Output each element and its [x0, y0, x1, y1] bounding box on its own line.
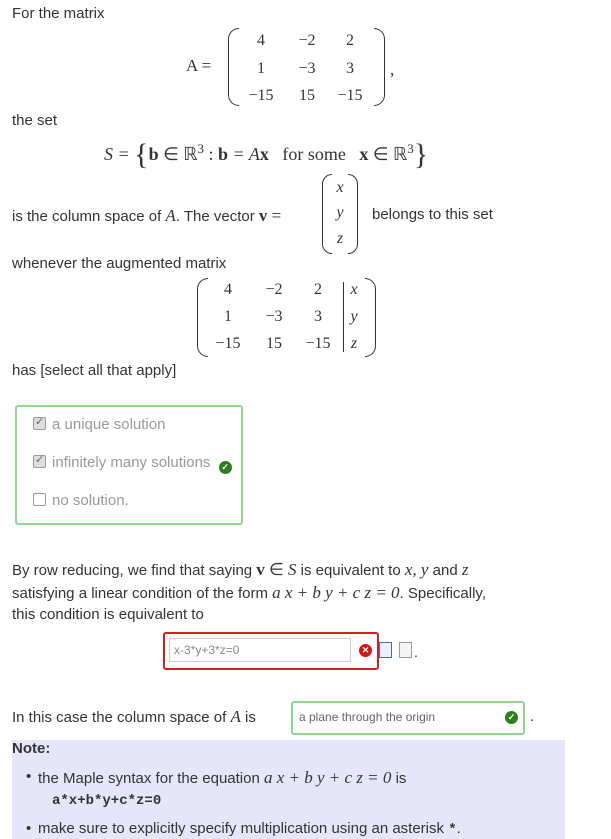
augmented-cell: −2 — [265, 281, 283, 298]
colspace-text2: . The vector — [175, 208, 255, 225]
vector-entry: x — [336, 179, 344, 196]
rr-v: v — [256, 560, 265, 579]
vector-v: v — [258, 206, 268, 225]
set-label: the set — [12, 112, 58, 129]
cc-is: is — [245, 709, 256, 726]
matrix-a-comma: , — [390, 60, 395, 79]
set-colon: : — [208, 144, 214, 164]
incorrect-x-icon: ✕ — [359, 644, 372, 657]
cc-trailing: . — [530, 708, 535, 725]
option-label: a unique solution — [52, 416, 166, 433]
augmented-cell: −15 — [305, 335, 331, 352]
colspace-line — [12, 206, 281, 226]
set-in-r: ∈ ℝ — [163, 144, 198, 164]
augmented-cell: y — [350, 308, 358, 325]
option-no-solution[interactable] — [33, 492, 129, 509]
note-b1-text: the Maple syntax for the equation — [38, 770, 260, 787]
correct-check-icon: ✓ — [219, 461, 232, 474]
vector-entry: y — [336, 204, 344, 221]
option-infinitely-many[interactable] — [33, 454, 232, 474]
note-panel — [12, 740, 565, 839]
set-definition — [104, 138, 428, 172]
augmented-intro: whenever the augmented matrix — [12, 255, 227, 272]
vector-eq: = — [271, 206, 282, 225]
rr-text2: is equivalent to — [300, 562, 401, 579]
augmented-cell: 2 — [314, 281, 322, 298]
option-label: no solution. — [52, 492, 129, 509]
correct-check-icon: ✓ — [505, 711, 518, 724]
set-in-r2: ∈ ℝ — [372, 144, 408, 164]
augmented-matrix — [197, 278, 379, 358]
has-text: has [select all that apply] — [12, 362, 177, 379]
matrix-a-cell: 2 — [346, 32, 354, 49]
set-right-brace: } — [413, 138, 429, 171]
augmented-cell: 1 — [224, 308, 232, 325]
note-bullet-2 — [38, 820, 461, 838]
set-x2: x — [359, 144, 369, 164]
rr-text4: . Specifically, — [399, 585, 486, 602]
rr-in: ∈ — [268, 560, 284, 579]
vector-entry: z — [336, 230, 344, 247]
cc-text: In this case the column space of — [12, 709, 227, 726]
note-title: Note: — [12, 740, 51, 757]
cc-a: A — [230, 707, 241, 726]
rr-z: z — [461, 560, 469, 579]
note-b2-code: * — [448, 822, 457, 838]
augmented-cell: 15 — [266, 335, 282, 352]
set-b2: b — [218, 144, 229, 164]
row-reduce-line3: this condition is equivalent to — [12, 606, 204, 623]
colspace-answer-wrapper — [291, 701, 525, 735]
answer-trailing-period: . — [414, 644, 418, 660]
colspace-case-line — [12, 707, 256, 727]
augmented-cell: z — [350, 335, 358, 352]
preview-icon[interactable] — [379, 641, 392, 658]
augmented-cell: −3 — [265, 308, 283, 325]
set-b: b — [148, 144, 159, 164]
row-reduce-line2 — [12, 583, 486, 603]
checkbox-checked[interactable] — [33, 455, 46, 468]
note-bullet-1 — [38, 768, 406, 788]
matrix-a-label: A = — [186, 56, 212, 75]
set-eq-a: = A — [232, 144, 260, 164]
checkbox-unchecked[interactable] — [33, 493, 46, 506]
rr-s: S — [287, 560, 297, 579]
augmented-cell: −15 — [215, 335, 241, 352]
solution-options-panel — [15, 405, 243, 525]
matrix-a-cell: −15 — [337, 87, 363, 104]
answer-field-wrapper — [163, 632, 379, 670]
note-b1-code: a*x+b*y+c*z=0 — [52, 793, 162, 809]
matrix-a-cell: 3 — [346, 60, 354, 77]
colspace-answer-field[interactable]: a plane through the origin — [299, 710, 436, 724]
rr-text1: By row reducing, we find that saying — [12, 562, 253, 579]
matrix-a-cell: −15 — [248, 87, 274, 104]
matrix-a-cell: −3 — [298, 60, 316, 77]
matrix-a-cell: 15 — [299, 87, 315, 104]
colspace-text1: is the column space of — [12, 208, 162, 225]
document-icon[interactable] — [399, 641, 412, 658]
augmented-cell: 4 — [224, 281, 232, 298]
rr-text3: satisfying a linear condition of the form — [12, 585, 268, 602]
set-for-some: for some — [282, 144, 346, 164]
note-b2-end: . — [456, 820, 461, 837]
set-left-brace: { — [134, 138, 149, 171]
matrix-a — [228, 28, 388, 106]
matrix-a-cell: 4 — [257, 32, 265, 49]
colspace-a: A — [165, 206, 176, 225]
set-lhs: S = — [104, 144, 130, 164]
augmented-cell: x — [350, 281, 358, 298]
checkbox-checked[interactable] — [33, 417, 46, 430]
row-reduce-line1 — [12, 560, 468, 580]
rr-and: and — [432, 562, 458, 579]
matrix-a-cell: −2 — [298, 32, 316, 49]
intro-text: For the matrix — [12, 5, 105, 22]
set-x: x — [259, 144, 269, 164]
condition-answer-input[interactable]: x-3*y+3*z=0 — [169, 638, 351, 662]
rr-form: a x + b y + c z = 0 — [272, 583, 400, 602]
colspace-text3: belongs to this set — [372, 206, 493, 223]
note-b1-is: is — [395, 770, 407, 787]
option-unique-solution[interactable] — [33, 416, 165, 433]
set-exp: 3 — [197, 141, 205, 156]
rr-xy: x, y — [404, 560, 429, 579]
note-b2-text: make sure to explicitly specify multiplication using an asterisk — [38, 820, 445, 837]
note-b1-math: a x + b y + c z = 0 — [263, 768, 392, 787]
vector-v-column — [322, 174, 362, 254]
matrix-a-cell: 1 — [257, 60, 265, 77]
augmented-cell: 3 — [314, 308, 322, 325]
option-label: infinitely many solutions — [52, 454, 211, 471]
set-exp2: 3 — [407, 141, 414, 156]
